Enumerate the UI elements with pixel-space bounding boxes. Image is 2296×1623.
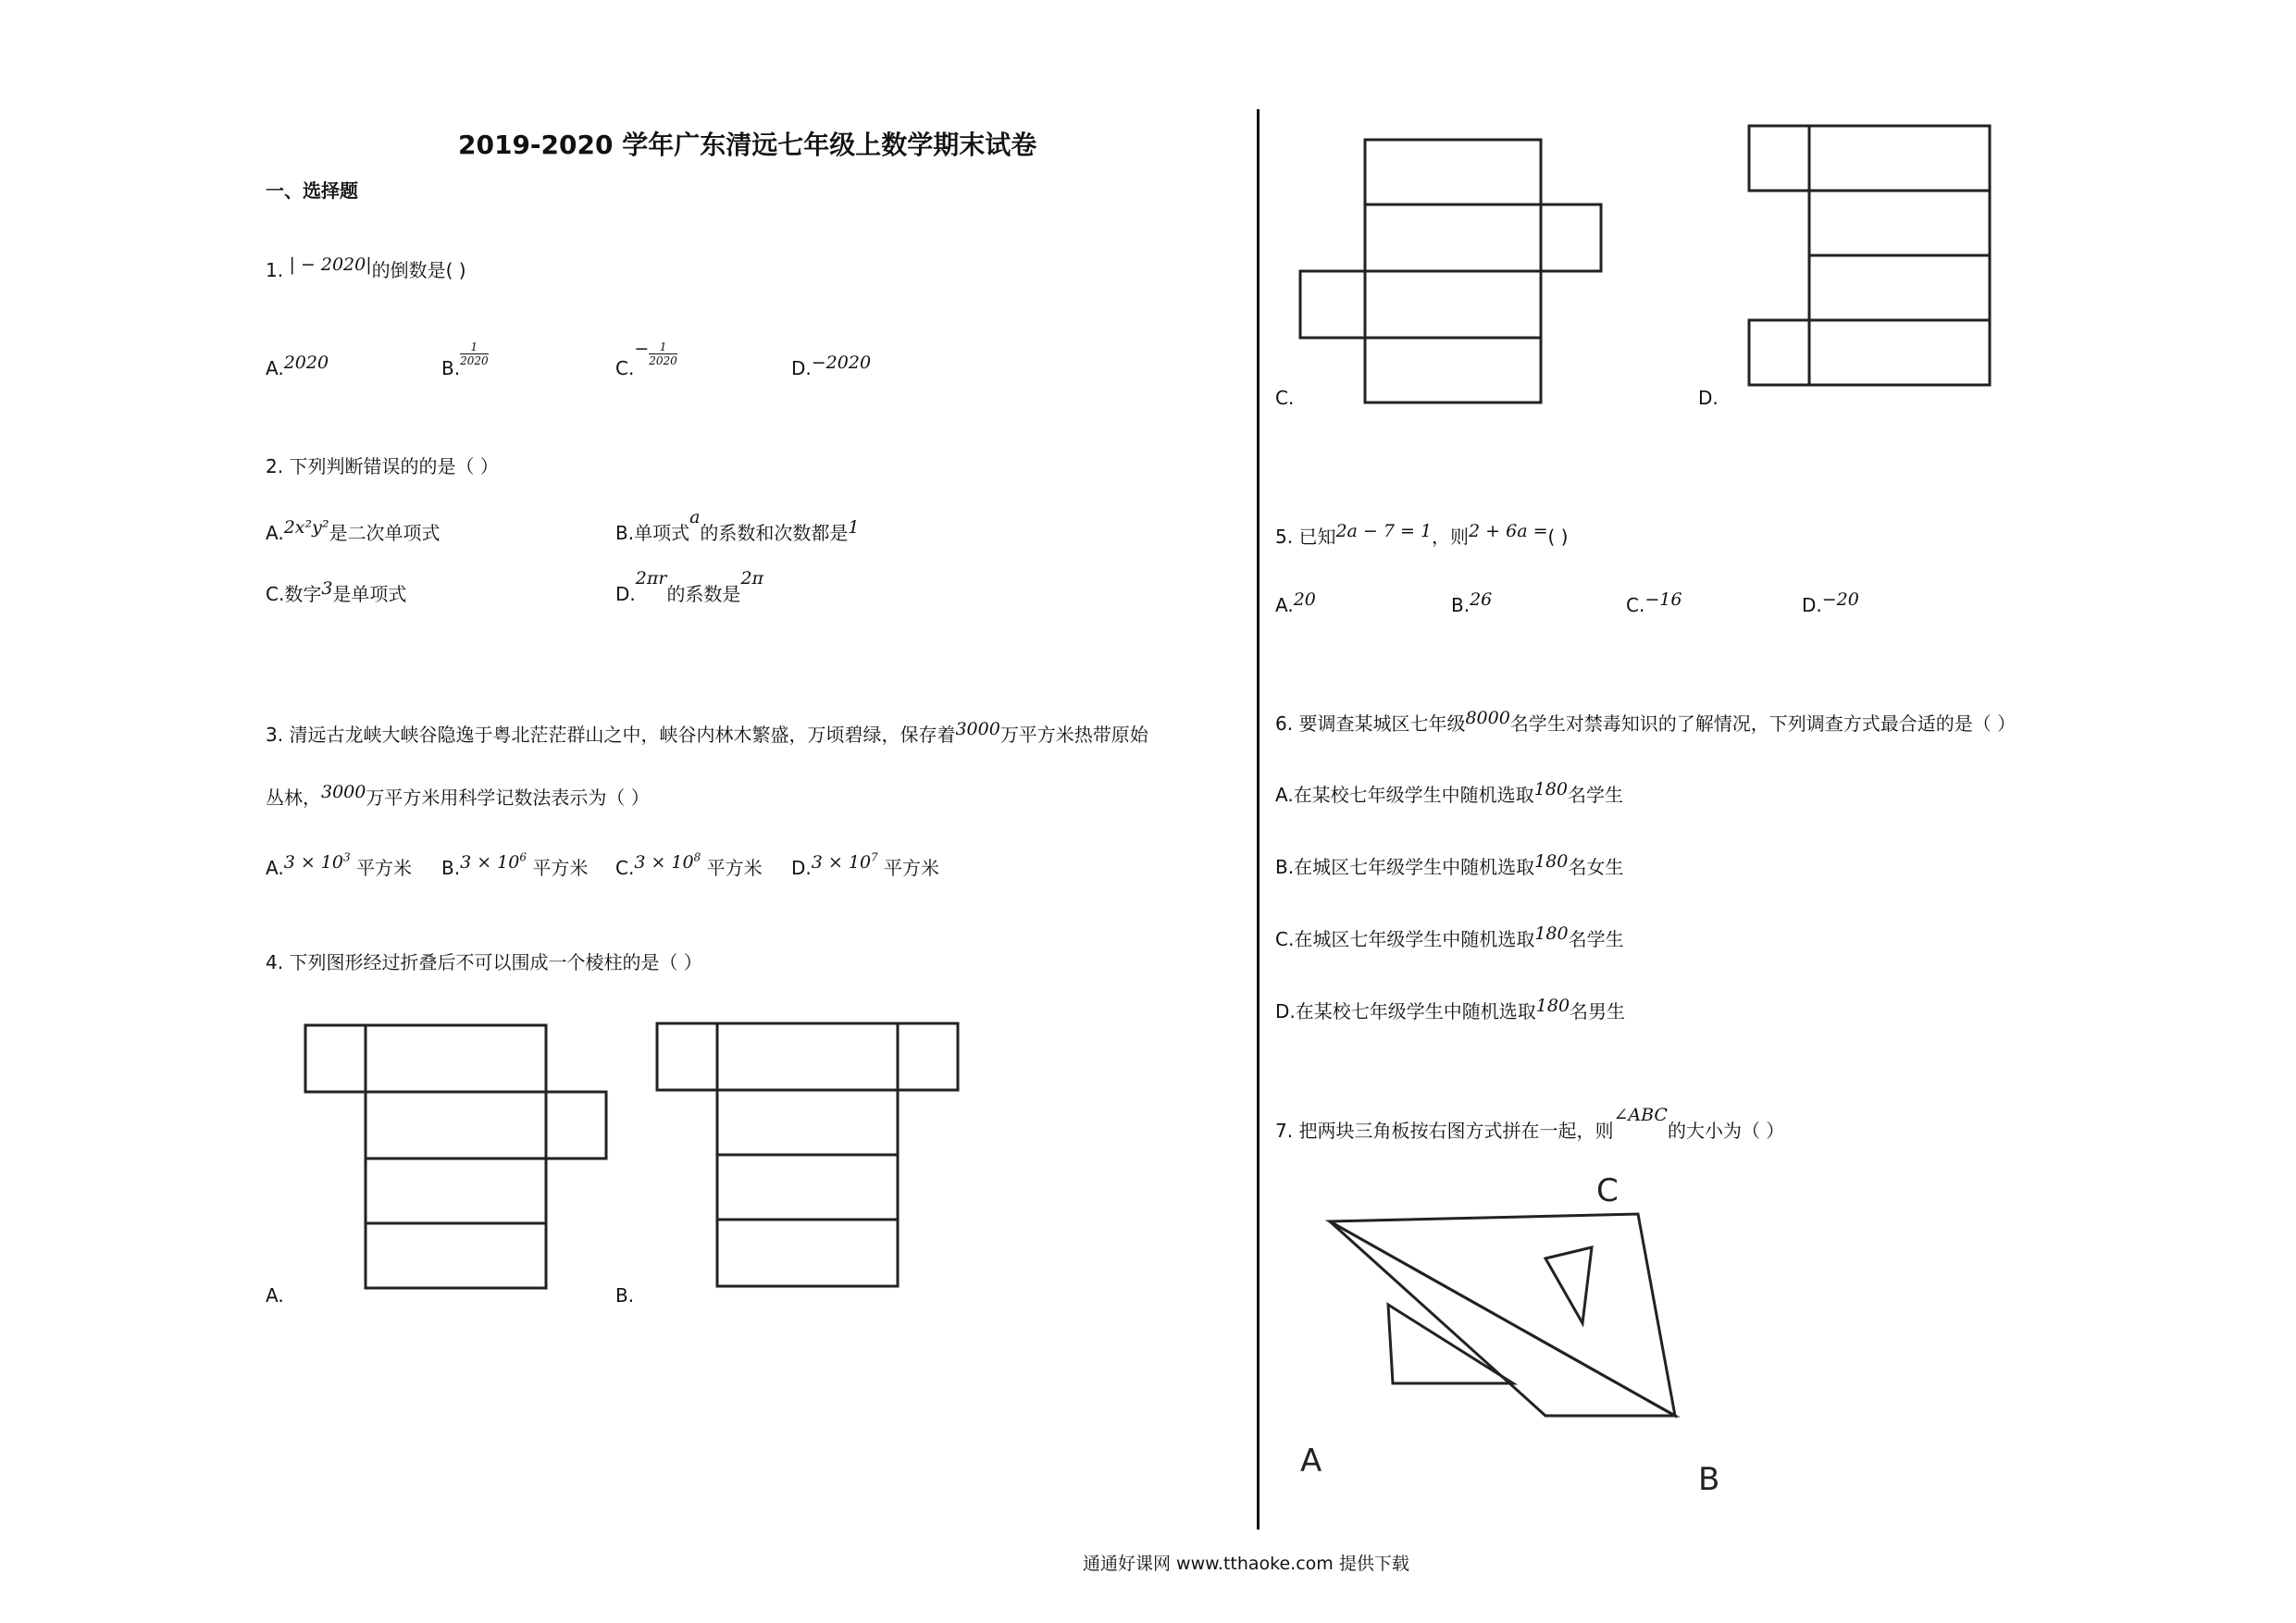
- math-expression: 180: [1534, 923, 1569, 944]
- math-expression: −2020: [811, 353, 872, 373]
- fraction: [460, 341, 489, 367]
- page-footer: 通通好课网 www.tthaoke.com 提供下载: [1083, 1554, 1409, 1574]
- math-expression: [460, 852, 527, 873]
- unit-text: 平方米: [532, 857, 589, 879]
- option-a[interactable]: [1275, 589, 1316, 616]
- option-c[interactable]: [615, 339, 677, 384]
- option-label: D.: [791, 357, 812, 379]
- option-c[interactable]: [1626, 589, 1682, 616]
- figure-label-a: A.: [266, 1284, 284, 1307]
- question-4: [266, 948, 702, 974]
- question-text: 已知: [1298, 526, 1336, 548]
- power-base: 3 × 10: [460, 852, 520, 873]
- option-label: A.: [1275, 594, 1294, 616]
- math-expression: 2a − 7 = 1: [1335, 521, 1433, 541]
- fraction-numerator: 1: [460, 341, 489, 354]
- option-label: A.: [266, 857, 284, 879]
- option-text: 名男生: [1570, 1000, 1626, 1022]
- math-expression: 3: [321, 578, 333, 599]
- question-text: 的大小为（ ）: [1667, 1120, 1785, 1142]
- option-b[interactable]: [615, 507, 860, 545]
- unit-text: 平方米: [355, 857, 412, 879]
- option-text: 是单项式: [332, 583, 407, 605]
- question-number: 2.: [266, 455, 284, 477]
- option-d[interactable]: [1275, 997, 1625, 1023]
- figure-net-a[interactable]: [296, 1018, 611, 1295]
- triangle-ruler-2: [1330, 1214, 1675, 1416]
- question-number: 5.: [1275, 526, 1294, 548]
- question-text: 丛林，: [266, 787, 321, 809]
- question-text: ( ): [1547, 526, 1569, 548]
- question-5: [1275, 522, 1568, 549]
- math-expression: −20: [1821, 589, 1859, 610]
- option-label: B.: [441, 357, 461, 379]
- column-divider: [1257, 109, 1260, 1530]
- math-expression: 8000: [1465, 708, 1510, 728]
- option-label: D.: [791, 857, 812, 879]
- power-exponent: 7: [871, 850, 878, 864]
- point-label-c: C: [1596, 1172, 1619, 1209]
- question-number: 7.: [1275, 1120, 1294, 1142]
- option-label: B.: [1451, 594, 1471, 616]
- math-expression: ∠ABC: [1613, 1105, 1668, 1125]
- question-text: 下列判断错误的的是（ ）: [289, 455, 499, 477]
- option-label: A.: [266, 522, 284, 544]
- figure-net-d[interactable]: [1740, 118, 2027, 396]
- option-text: 名学生: [1568, 928, 1624, 950]
- option-text: 名学生: [1567, 784, 1623, 806]
- option-c[interactable]: [266, 579, 406, 606]
- option-b[interactable]: [441, 341, 489, 384]
- option-label: B.单项式: [615, 522, 690, 544]
- question-6: [1275, 709, 2016, 736]
- question-text: 的倒数是( ): [371, 259, 466, 281]
- triangle-ruler-1-inner: [1388, 1305, 1513, 1383]
- question-text: ，则: [1432, 526, 1470, 548]
- question-3: [266, 720, 1148, 747]
- question-text: 万平方米热带原始: [999, 724, 1148, 746]
- question-2: [266, 452, 499, 478]
- option-d[interactable]: [791, 353, 872, 379]
- option-label: B.在城区七年级学生中随机选取: [1275, 856, 1535, 878]
- math-expression: −16: [1644, 589, 1682, 610]
- figure-label-b: B.: [615, 1284, 635, 1307]
- math-expression: a: [689, 507, 701, 527]
- power-exponent: 8: [693, 850, 701, 864]
- fraction-numerator: 1: [649, 341, 677, 354]
- question-number: 1.: [266, 259, 284, 281]
- option-b[interactable]: [441, 850, 589, 880]
- option-text: 的系数和次数都是: [700, 522, 849, 544]
- option-text: 的系数是: [666, 583, 741, 605]
- power-exponent: 6: [519, 850, 527, 864]
- math-expression: [284, 852, 351, 873]
- question-text: 清远古龙峡大峡谷隐逸于粤北茫茫群山之中，峡谷内林木繁盛，万顷碧绿，保存着: [289, 724, 956, 746]
- math-expression: 2 + 6a =: [1469, 521, 1548, 541]
- question-number: 4.: [266, 951, 284, 973]
- point-label-a: A: [1300, 1443, 1322, 1480]
- math-expression: 2π: [740, 568, 764, 588]
- power-exponent: 3: [342, 850, 351, 864]
- page-title: 2019-2020 学年广东清远七年级上数学期末试卷: [458, 130, 1037, 160]
- figure-label-d: D.: [1698, 387, 1719, 409]
- option-d[interactable]: [1802, 589, 1859, 616]
- option-a[interactable]: [266, 850, 412, 880]
- math-expression: 26: [1470, 589, 1493, 610]
- option-label: D.在某校七年级学生中随机选取: [1275, 1000, 1536, 1022]
- question-1: [266, 255, 466, 282]
- math-expression: [812, 852, 878, 873]
- option-d[interactable]: [615, 568, 764, 606]
- fraction-denominator: 2020: [649, 354, 677, 367]
- option-label: C.: [615, 857, 635, 879]
- math-expression: 2020: [283, 353, 329, 373]
- figure-label-c: C.: [1275, 387, 1295, 409]
- math-expression: 180: [1533, 779, 1568, 799]
- question-text: 下列图形经过折叠后不可以围成一个棱柱的是（ ）: [289, 951, 702, 973]
- question-text: 万平方米用科学记数法表示为（ ）: [366, 787, 650, 809]
- math-sign: −: [634, 339, 650, 359]
- math-expression: 1: [848, 517, 860, 538]
- option-label: C.在城区七年级学生中随机选取: [1275, 928, 1535, 950]
- math-expression: 3000: [321, 782, 366, 802]
- option-text: 名女生: [1568, 856, 1624, 878]
- option-a[interactable]: [1275, 780, 1623, 807]
- math-expression: 2πr: [635, 568, 667, 588]
- fraction-denominator: 2020: [460, 354, 489, 367]
- option-d[interactable]: [791, 850, 940, 880]
- question-text: 名学生对禁毒知识的了解情况，下列调查方式最合适的是（ ）: [1509, 712, 2017, 735]
- triangle-rulers-figure: [1291, 1166, 1720, 1508]
- option-a[interactable]: [266, 353, 329, 379]
- option-b[interactable]: [1275, 852, 1623, 879]
- question-number: 6.: [1275, 712, 1294, 735]
- question-3-line-2: [266, 783, 650, 810]
- question-text: 把两块三角板按右图方式拼在一起，则: [1298, 1120, 1614, 1142]
- math-expression: 20: [1293, 589, 1316, 610]
- triangle-ruler-2-inner: [1545, 1247, 1592, 1323]
- question-7: [1275, 1105, 1785, 1143]
- math-expression: | − 2020|: [289, 254, 372, 275]
- power-base: 3 × 10: [634, 852, 694, 873]
- figure-net-b[interactable]: [648, 1016, 962, 1294]
- option-c[interactable]: [1275, 924, 1624, 951]
- option-label: D.: [615, 583, 636, 605]
- option-label: C.: [1626, 594, 1645, 616]
- math-expression: [634, 852, 701, 873]
- option-label: C.数字: [266, 583, 322, 605]
- math-expression: 180: [1534, 851, 1569, 872]
- figure-net-c[interactable]: [1291, 132, 1615, 410]
- option-label: B.: [441, 857, 461, 879]
- option-label: A.: [266, 357, 284, 379]
- option-label: D.: [1802, 594, 1822, 616]
- math-expression: 180: [1535, 996, 1570, 1016]
- question-text: 要调查某城区七年级: [1298, 712, 1466, 735]
- option-text: 是二次单项式: [329, 522, 441, 544]
- math-expression: 3000: [955, 719, 1000, 739]
- power-base: 3 × 10: [283, 852, 343, 873]
- option-b[interactable]: [1451, 589, 1493, 616]
- power-base: 3 × 10: [811, 852, 872, 873]
- unit-text: 平方米: [884, 857, 940, 879]
- point-label-b: B: [1698, 1461, 1720, 1498]
- fraction: [649, 341, 677, 367]
- option-label: C.: [615, 357, 635, 379]
- option-label: A.在某校七年级学生中随机选取: [1275, 784, 1534, 806]
- math-expression: 2x²y²: [283, 517, 329, 538]
- unit-text: 平方米: [706, 857, 763, 879]
- option-c[interactable]: [615, 850, 763, 880]
- option-a[interactable]: [266, 518, 440, 545]
- section-heading: 一、选择题: [266, 180, 358, 202]
- question-number: 3.: [266, 724, 284, 746]
